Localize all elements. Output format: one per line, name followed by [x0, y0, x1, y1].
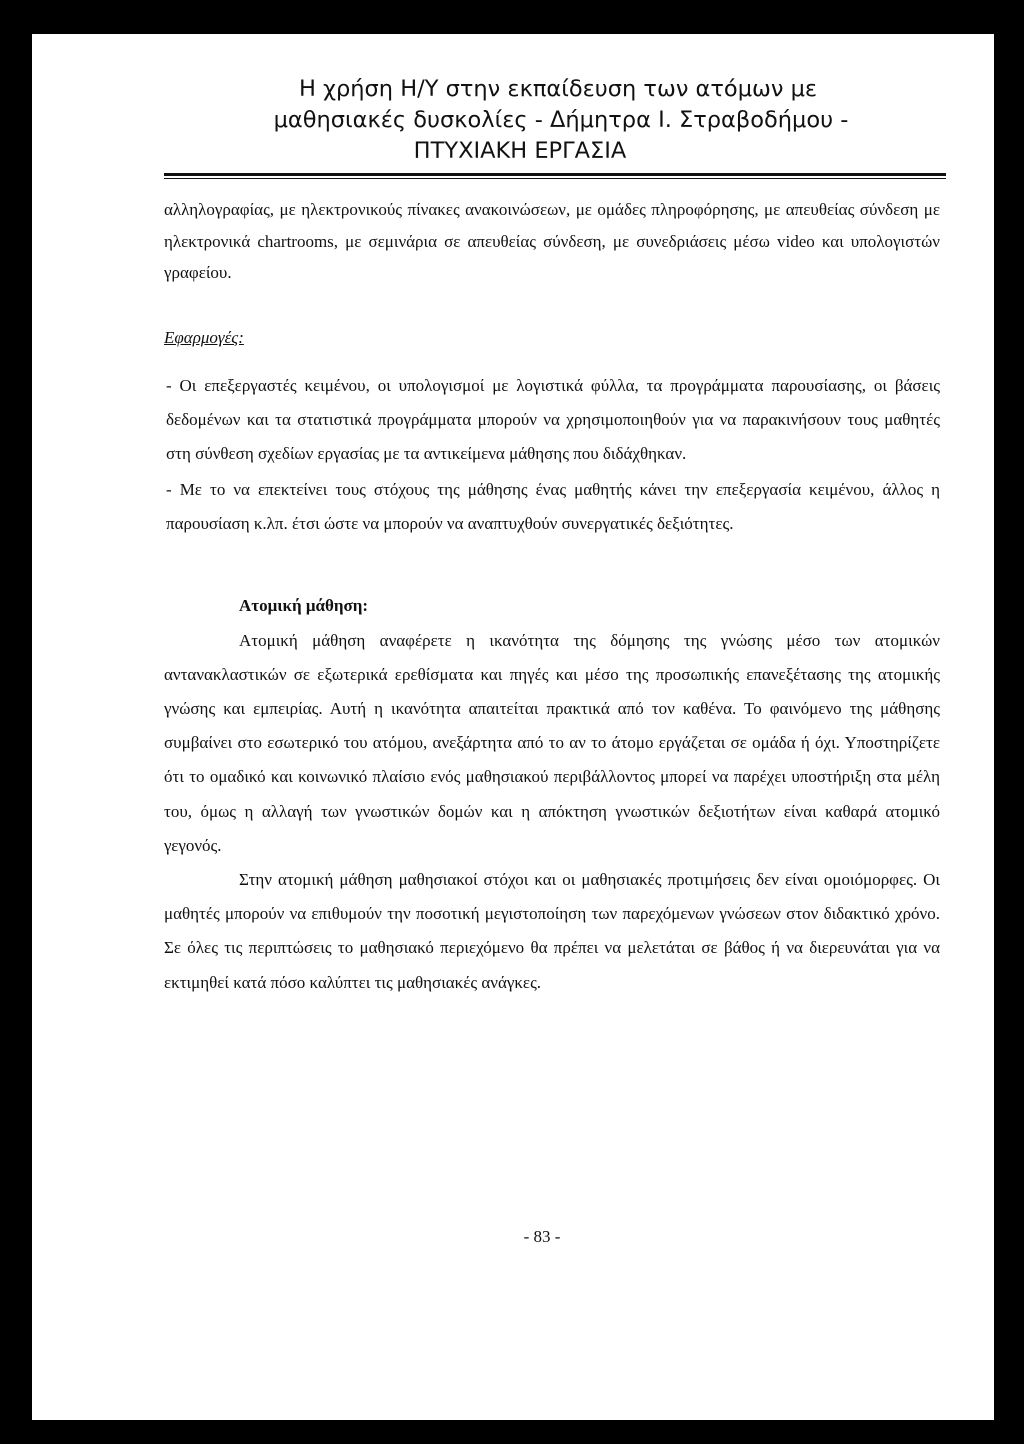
lead-paragraph: αλληλογραφίας, με ηλεκτρονικούς πίνακες ανακοινώσεων, με ομάδες πληροφόρησης, με απευθείας σύνδεση με ηλεκτρονικά chartrooms, με σεμινάρια σε απευθείας σύνδεση, με συνεδριάσεις μέσω video και υπολογιστών γραφείου.: [164, 200, 940, 282]
page-number: - 83 -: [523, 1227, 561, 1246]
header-title-line-2: μαθησιακές δυσκολίες - Δήμητρα Ι. Στραβοδήμου -: [273, 107, 849, 133]
header-title-line-1: Η χρήση Η/Υ στην εκπαίδευση των ατόμων με: [298, 76, 818, 102]
header-title-line-3: ΠΤΥΧΙΑΚΗ ΕΡΓΑΣΙΑ: [413, 138, 627, 164]
individual-learning-heading: Ατομική μάθηση:: [239, 595, 369, 615]
running-header: [32, 74, 994, 167]
individual-learning-paragraph-2: Στην ατομική μάθηση μαθησιακοί στόχοι και οι μαθησιακές προτιμήσεις δεν είναι ομοιόμορφες. Οι μαθητές μπορούν να επιθυμούν την ποσοτική μεγιστοποίηση των παρεχόμενων γνώσεων στον διδακτικό χρόνο. Σε όλες τις περιπτώσεις το μαθησιακό περιεχόμενο θα πρέπει να μελετάται σε βάθος ή να διερευνάται για να εκτιμηθεί κατά πόσο καλύπτει τις μαθησιακές ανάγκες.: [164, 869, 940, 992]
bullet-collaborative-skills: - Με το να επεκτείνει τους στόχους της μάθησης ένας μαθητής κάνει την επεξεργασία κειμένου, άλλος η παρουσίαση κ.λπ. έτσι ώστε να μπορούν να αναπτυχθούν συνεργατικές δεξιότητες.: [166, 479, 940, 533]
header-rule-thick: [164, 173, 946, 176]
applications-heading: Εφαρμογές:: [164, 327, 244, 347]
header-rule-thin: [164, 178, 946, 179]
individual-learning-paragraph-1: Ατομική μάθηση αναφέρετε η ικανότητα της δόμησης της γνώσης μέσο των ατομικών αντανακλαστικών σε εξωτερικά ερεθίσματα και πηγές και μέσο της προσωπικής επανεξέτασης της ατομικής γνώσης και εμπειρίας. Αυτή η ικανότητα απαιτείται πρακτικά από τον καθένα. Το φαινόμενο της μάθησης συμβαίνει στο εσωτερικό του ατόμου, ανεξάρτητα από το αν το άτομο εργάζεται σε ομάδα ή όχι. Υποστηρίζετε ότι το ομαδικό και κοινωνικό πλαίσιο ενός μαθησιακού περιβάλλοντος μπορεί να παρέχει υποστήριξη στα μέλη του, όμως η αλλαγή των γνωστικών δομών και η απόκτηση γνωστικών δεξιοτήτων είναι καθαρά ατομικό γεγονός.: [164, 630, 940, 855]
document-body: [164, 194, 940, 1000]
document-page: [32, 34, 994, 1420]
bullet-word-processors: - Οι επεξεργαστές κειμένου, οι υπολογισμοί με λογιστικά φύλλα, τα προγράμματα παρουσίασης, οι βάσεις δεδομένων και τα στατιστικά προγράμματα μπορούν να χρησιμοποιηθούν για να παρακινήσουν τους μαθητές στη σύνθεση σχεδίων εργασίας με τα αντικείμενα μάθησης που διδάχθηκαν.: [166, 375, 940, 463]
